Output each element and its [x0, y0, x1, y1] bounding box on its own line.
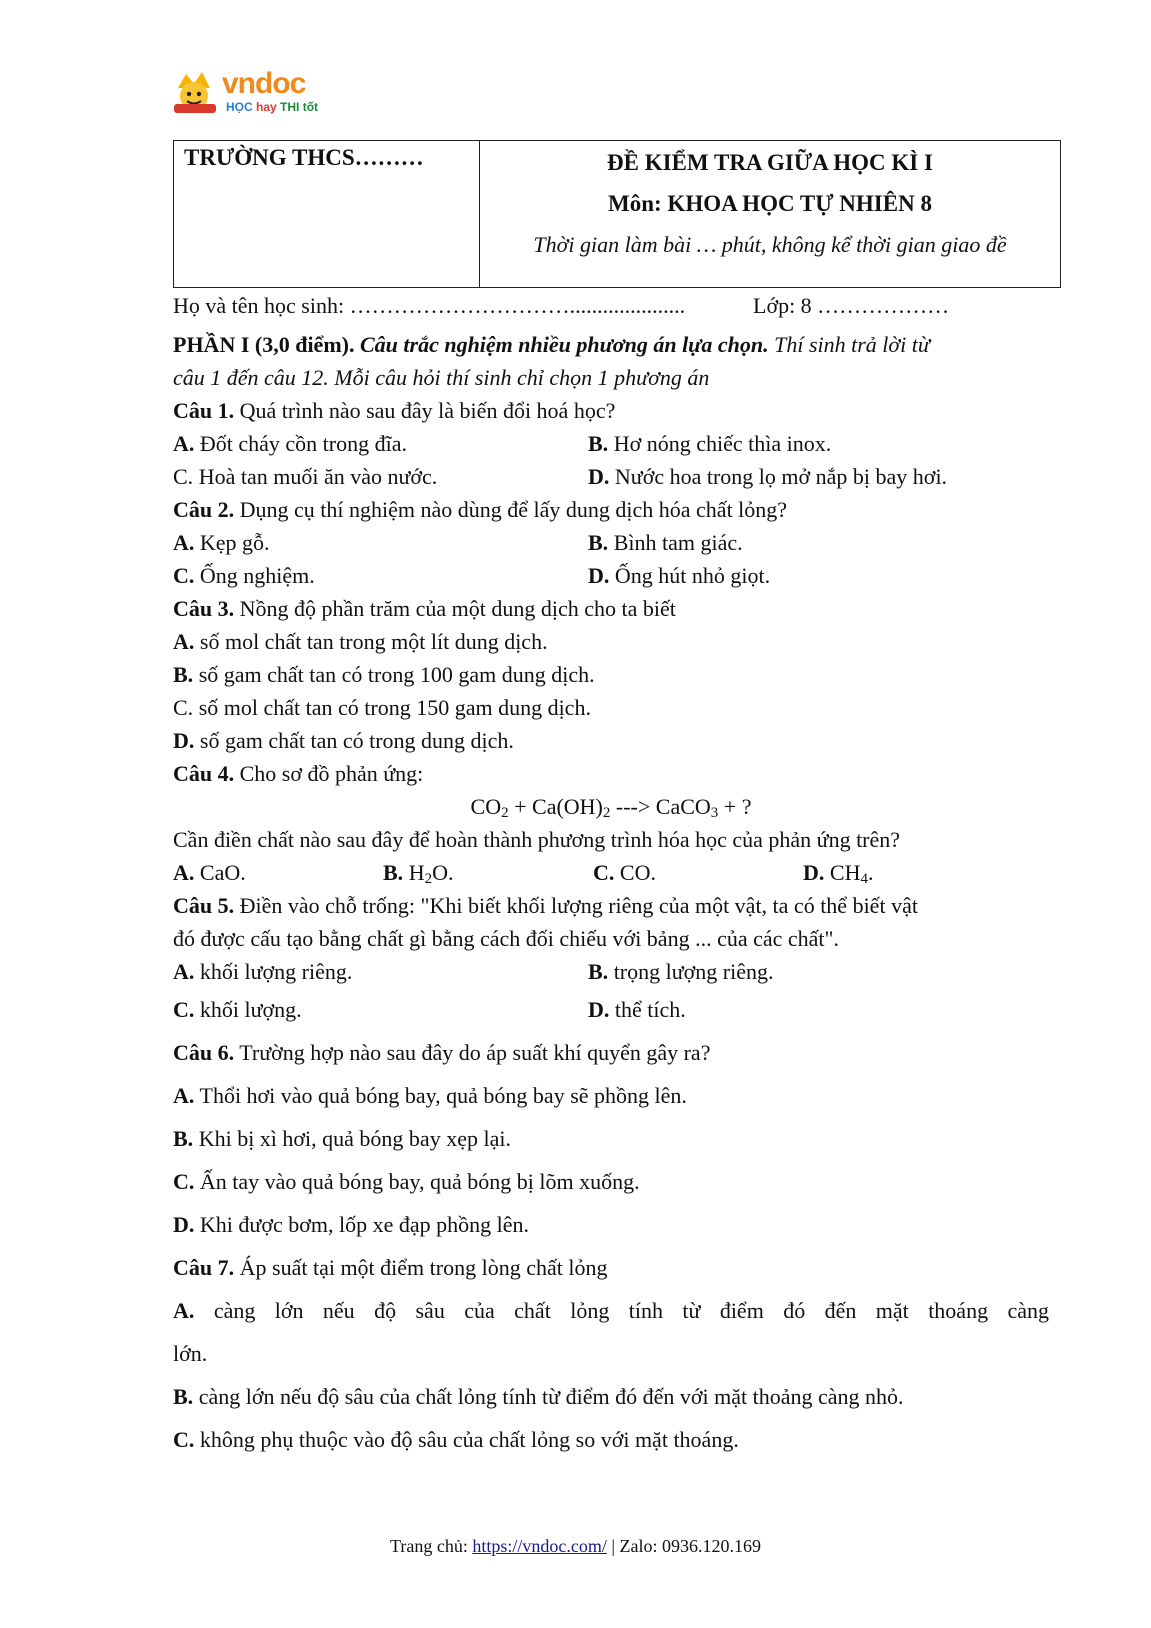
q7-option-c: C. không phụ thuộc vào độ sâu của chất lỏng so với mặt thoáng.	[173, 1427, 739, 1452]
vndoc-logo	[172, 68, 332, 118]
question-4: Câu 4. Cho sơ đồ phản ứng:	[173, 761, 424, 786]
q4-option-b: B. $H_2O$.	[383, 860, 454, 887]
question-6: Câu 6. Trường hợp nào sau đây do áp suất khí quyển gây ra?	[173, 1040, 711, 1065]
question-7: Câu 7. Áp suất tại một điểm trong lòng chất lỏng	[173, 1255, 608, 1280]
q3-option-d: D. số gam chất tan có trong dung dịch.	[173, 728, 514, 753]
q3-option-a: A. số mol chất tan trong một lít dung dịch.	[173, 629, 548, 654]
q2-option-a: A. Kẹp gỗ.	[173, 530, 270, 555]
logo-tagline: HỌC hay THI tốt	[226, 100, 319, 114]
q6-option-d: D. Khi được bơm, lốp xe đạp phồng lên.	[173, 1212, 529, 1237]
q4-option-c: C. CO.	[593, 860, 656, 885]
q3-option-c: C. số mol chất tan có trong 150 gam dung dịch.	[173, 695, 591, 720]
q1-options-cd	[173, 460, 1049, 493]
q7-option-a-cont: lớn.	[173, 1341, 208, 1366]
student-class-field: Lớp: 8 ………………	[753, 293, 950, 318]
exam-subject: Môn: KHOA HỌC TỰ NHIÊN 8	[608, 191, 932, 216]
question-5: Câu 5. Điền vào chỗ trống: "Khi biết khối lượng riêng của một vật, ta có thể biết vật	[173, 893, 918, 918]
school-name: TRƯỜNG THCS………	[174, 141, 480, 287]
q6-option-b: B. Khi bị xì hơi, quả bóng bay xẹp lại.	[173, 1126, 511, 1151]
exam-title: ĐỀ KIỂM TRA GIỮA HỌC KÌ I	[607, 150, 933, 175]
q2-option-b: B. Bình tam giác.	[588, 530, 743, 555]
logo-brand: vndoc	[222, 67, 306, 100]
q5-option-a: A. khối lượng riêng.	[173, 959, 353, 984]
q4-option-a: A. CaO.	[173, 860, 246, 885]
question-2: Câu 2. Dụng cụ thí nghiệm nào dùng để lấy dung dịch hóa chất lỏng?	[173, 497, 788, 522]
q6-option-c: C. Ấn tay vào quả bóng bay, quả bóng bị lõm xuống.	[173, 1169, 640, 1194]
question-5-cont: đó được cấu tạo bằng chất gì bằng cách đối chiếu với bảng ... của các chất".	[173, 926, 840, 951]
q5-options-ab	[173, 955, 1049, 988]
question-1: Câu 1. Quá trình nào sau đây là biến đổi hoá học?	[173, 398, 616, 423]
q5-option-d: D. thể tích.	[588, 997, 686, 1022]
q7-option-a: A. càng lớn nếu độ sâu của chất lỏng tính từ điểm đó đến mặt thoáng càng	[173, 1298, 1050, 1323]
exam-info	[480, 141, 1060, 287]
q6-option-a: A. Thổi hơi vào quả bóng bay, quả bóng bay sẽ phồng lên.	[173, 1083, 687, 1108]
exam-time-note: Thời gian làm bài … phút, không kể thời gian giao đề	[533, 232, 1007, 257]
q4-option-d: D. $CH_4$.	[803, 860, 874, 887]
exam-content	[173, 288, 1049, 1461]
q3-option-b: B. số gam chất tan có trong 100 gam dung dịch.	[173, 662, 595, 687]
q1-option-a: A. Đốt cháy cồn trong đĩa.	[173, 431, 407, 456]
q1-options-ab	[173, 427, 1049, 460]
q4-equation: $CO_2 + Ca(OH)_2$ ---> CaCO$_3$ + ?	[470, 794, 752, 821]
student-name-field: Họ và tên học sinh: ………………………….....................	[173, 293, 686, 318]
q4-options	[173, 856, 1049, 889]
q4-question: Cần điền chất nào sau đây để hoàn thành phương trình hóa học của phản ứng trên?	[173, 827, 901, 852]
q2-options-ab	[173, 526, 1049, 559]
q2-option-d: D. Ống hút nhỏ giọt.	[588, 563, 771, 588]
part1-instructions: câu 1 đến câu 12. Mỗi câu hỏi thí sinh chỉ chọn 1 phương án	[173, 365, 710, 390]
q5-options-cd	[173, 988, 1049, 1031]
q5-option-b: B. trọng lượng riêng.	[588, 959, 774, 984]
q7-option-b: B. càng lớn nếu độ sâu của chất lỏng tính từ điểm đó đến với mặt thoảng càng nhỏ.	[173, 1384, 904, 1409]
exam-header-table	[173, 140, 1061, 288]
q1-option-c: C. Hoà tan muối ăn vào nước.	[173, 464, 438, 489]
q2-option-c: C. Ống nghiệm.	[173, 563, 315, 588]
student-info-line	[173, 288, 1049, 324]
homepage-link[interactable]: https://vndoc.com/	[472, 1536, 607, 1556]
q5-option-c: C. khối lượng.	[173, 997, 302, 1022]
q2-options-cd	[173, 559, 1049, 592]
page-footer: Trang chủ: https://vndoc.com/ | Zalo: 0936.120.169	[390, 1536, 761, 1556]
question-3: Câu 3. Nồng độ phần trăm của một dung dịch cho ta biết	[173, 596, 676, 621]
logo-mascot-icon	[172, 70, 218, 114]
part1-heading: PHẦN I (3,0 điểm). Câu trắc nghiệm nhiều phương án lựa chọn. Thí sinh trả lời từ	[173, 332, 930, 357]
q1-option-d: D. Nước hoa trong lọ mở nắp bị bay hơi.	[588, 464, 948, 489]
q1-option-b: B. Hơ nóng chiếc thìa inox.	[588, 431, 832, 456]
